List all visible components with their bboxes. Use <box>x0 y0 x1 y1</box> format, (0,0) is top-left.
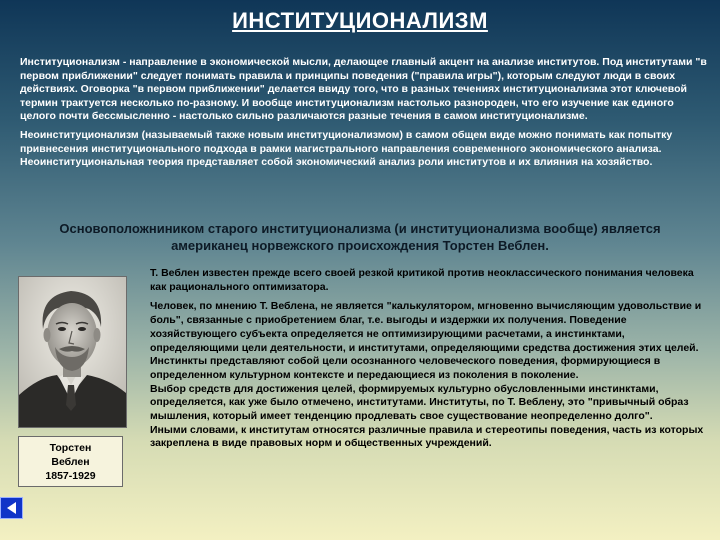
intro-section <box>20 56 708 175</box>
portrait-image <box>19 277 126 427</box>
veblen-text <box>150 267 706 451</box>
triangle-left-icon <box>1 498 22 518</box>
intro-paragraph-institutionalism: Институционализм - направление в экономической мысли, делающее главный акцент на анализе институтов. Под институтами "в первом приближении" следует понимать правила и принципы поведения ("правила игры"), которым следуют люди в своих действиях. Оговорка "в первом приближении" делается ввиду того, что в разных течениях институционализма этот ключевой термин трактуется несколько по-разному. И вообще институционализм настолько разнороден, что его изучение как единого целого почти бессмысленно - настолько сильно различаются разные течения в самом институционализме. <box>20 56 707 123</box>
caption-first-name: Торстен <box>49 442 92 454</box>
page-title: ИНСТИТУЦИОНАЛИЗМ <box>232 8 488 33</box>
founder-statement: Основоположниником старого институционализма (и институционализма вообще) является американец норвежского происхождения Торстен Веблен. <box>59 221 661 253</box>
veblen-paragraph-criticism: Т. Веблен известен прежде всего своей резкой критикой против неоклассического понимания человека как рационального оптимизатора. <box>150 267 694 293</box>
veblen-paragraph-human: Человек, по мнению Т. Веблена, не является "калькулятором, мгновенно вычисляющим удовольствие и боль", связанные с приобретением благ, т.е. выгоды и издержки их получения. Поведение хозяйствующего субъекта определяется не оптимизирующими расчетами, а инстинктами, определяющими цели деятельности, и институтами, определяющими средства достижения этих целей. <box>150 300 702 354</box>
portrait-caption <box>18 436 123 487</box>
veblen-paragraph-institutions: Выбор средств для достижения целей, формируемых культурно обусловленными инстинктами, определяется, как уже было отмечено, институтами. Институты, по Т. Веблену, это "привычный образ мышления, который имеет тенденцию продлевать свое существование неопределенно долго". <box>150 382 689 423</box>
intro-paragraph-neoinstitutionalism: Неоинституционализм (называемый также новым институционализмом) в самом общем виде можно понимать как попытку привнесения институционального подхода в рамки магистрального направления современного экономического анализа. Неоинституциональная теория представляет собой экономический анализ роли институтов и их влияния на хозяйство. <box>20 128 673 169</box>
veblen-portrait <box>18 276 127 428</box>
veblen-paragraph-instincts: Инстинкты представляют собой цели осознанного человеческого поведения, формирующиеся в определенном культурном контексте и передающиеся из поколения в поколение. <box>150 355 661 381</box>
caption-years: 1857-1929 <box>45 470 96 482</box>
veblen-paragraph-conclusion: Иными словами, к институтам относятся различные правила и стереотипы поведения, часть из которых закреплена в виде правовых норм и общественных учреждений. <box>150 423 704 450</box>
caption-last-name: Веблен <box>51 456 90 468</box>
back-button[interactable] <box>0 497 23 519</box>
